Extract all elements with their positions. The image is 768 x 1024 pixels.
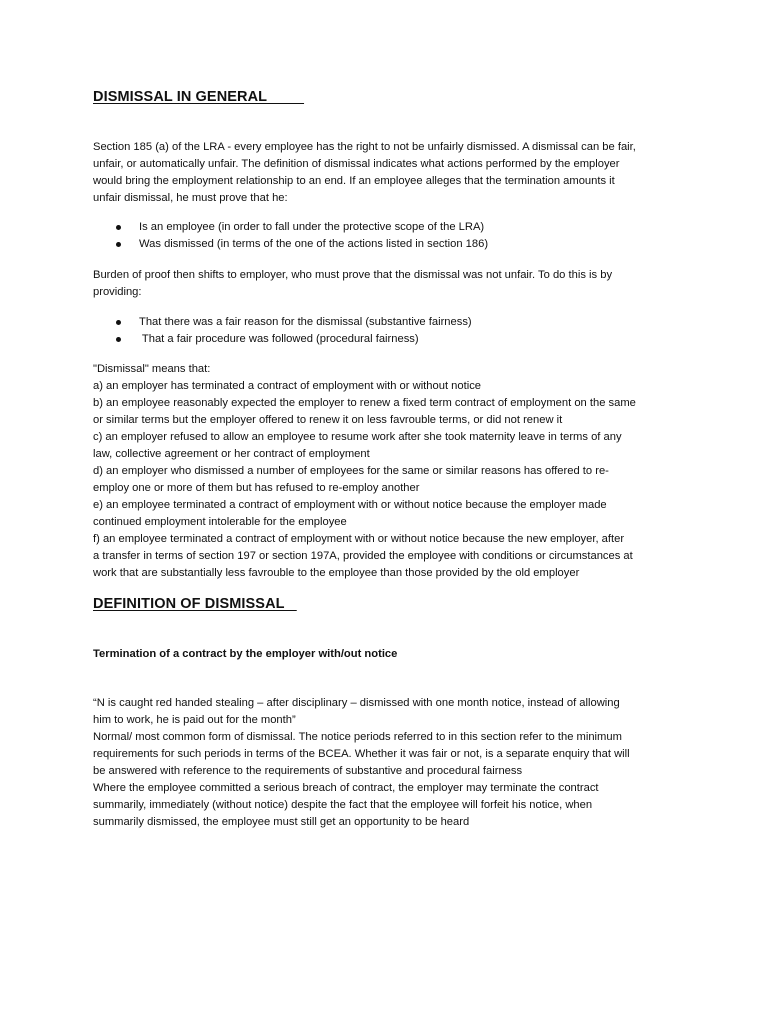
intro-paragraph bbox=[93, 139, 683, 207]
text-line: f) an employee terminated a contract of employment with or without notice because the new employer, after bbox=[93, 533, 625, 545]
text-line: "Dismissal" means that: bbox=[93, 363, 211, 375]
list-item-text: That there was a fair reason for the dismissal (substantive fairness) bbox=[139, 316, 472, 328]
text-line: d) an employer who dismissed a number of employees for the same or similar reasons has offered to re- bbox=[93, 465, 609, 477]
list-item-text: That a fair procedure was followed (procedural fairness) bbox=[139, 333, 419, 345]
bullet-list-fairness bbox=[93, 314, 683, 348]
list-item bbox=[93, 331, 683, 348]
text-line: unfair, or automatically unfair. The definition of dismissal indicates what actions performed by the employer bbox=[93, 158, 620, 170]
text-line: law, collective agreement or her contract of employment bbox=[93, 448, 370, 460]
bullet-icon bbox=[116, 225, 121, 230]
text-line: Where the employee committed a serious breach of contract, the employer may terminate the contract bbox=[93, 782, 599, 794]
bullet-list-requirements bbox=[93, 219, 683, 253]
text-line: Section 185 (a) of the LRA - every employee has the right to not be unfairly dismissed. A dismissal can be fair, bbox=[93, 141, 636, 153]
text-line: c) an employer refused to allow an employee to resume work after she took maternity leave in terms of any bbox=[93, 431, 622, 443]
bullet-icon bbox=[116, 242, 121, 247]
bullet-icon bbox=[116, 337, 121, 342]
bullet-icon bbox=[116, 320, 121, 325]
text-line: e) an employee terminated a contract of employment with or without notice because the employer made bbox=[93, 499, 607, 511]
text-line: requirements for such periods in terms of the BCEA. Whether it was fair or not, is a separate enquiry that will bbox=[93, 748, 630, 760]
text-line: employ one or more of them but has refused to re-employ another bbox=[93, 482, 420, 494]
list-item-text: Was dismissed (in terms of the one of the actions listed in section 186) bbox=[139, 238, 489, 250]
text-line: Normal/ most common form of dismissal. The notice periods referred to in this section refer to the minimum bbox=[93, 731, 622, 743]
text-line: summarily dismissed, the employee must still get an opportunity to be heard bbox=[93, 816, 470, 828]
text-line: continued employment intolerable for the employee bbox=[93, 516, 347, 528]
text-line: him to work, he is paid out for the month” bbox=[93, 714, 296, 726]
text-line: providing: bbox=[93, 286, 142, 298]
list-item bbox=[93, 314, 683, 331]
list-item-text: Is an employee (in order to fall under the protective scope of the LRA) bbox=[139, 221, 485, 233]
text-line: work that are substantially less favrouble to the employee than those provided by the old employer bbox=[93, 567, 580, 579]
text-line: be answered with reference to the requirements of substantive and procedural fairness bbox=[93, 765, 523, 777]
heading-definition-of-dismissal: DEFINITION OF DISMISSAL bbox=[93, 596, 297, 612]
text-line: b) an employee reasonably expected the employer to renew a fixed term contract of employment on the same bbox=[93, 397, 636, 409]
heading-dismissal-in-general: DISMISSAL IN GENERAL bbox=[93, 89, 305, 105]
example-paragraph bbox=[93, 695, 683, 831]
dismissal-meaning-paragraph bbox=[93, 361, 683, 582]
text-line: “N is caught red handed stealing – after disciplinary – dismissed with one month notice, instead of allowing bbox=[93, 697, 620, 709]
list-item bbox=[93, 219, 683, 236]
subheading-termination: Termination of a contract by the employer with/out notice bbox=[93, 648, 398, 660]
list-item bbox=[93, 236, 683, 253]
text-line: a) an employer has terminated a contract of employment with or without notice bbox=[93, 380, 482, 392]
text-line: a transfer in terms of section 197 or section 197A, provided the employee with conditions or circumstances at bbox=[93, 550, 633, 562]
text-line: Burden of proof then shifts to employer, who must prove that the dismissal was not unfair. To do this is by bbox=[93, 269, 613, 281]
burden-paragraph bbox=[93, 267, 683, 301]
text-line: summarily, immediately (without notice) despite the fact that the employee will forfeit his notice, when bbox=[93, 799, 593, 811]
text-line: would bring the employment relationship to an end. If an employee alleges that the termination amounts it bbox=[93, 175, 615, 187]
text-line: unfair dismissal, he must prove that he: bbox=[93, 192, 288, 204]
text-line: or similar terms but the employer offered to renew it on less favrouble terms, or did not renew it bbox=[93, 414, 563, 426]
